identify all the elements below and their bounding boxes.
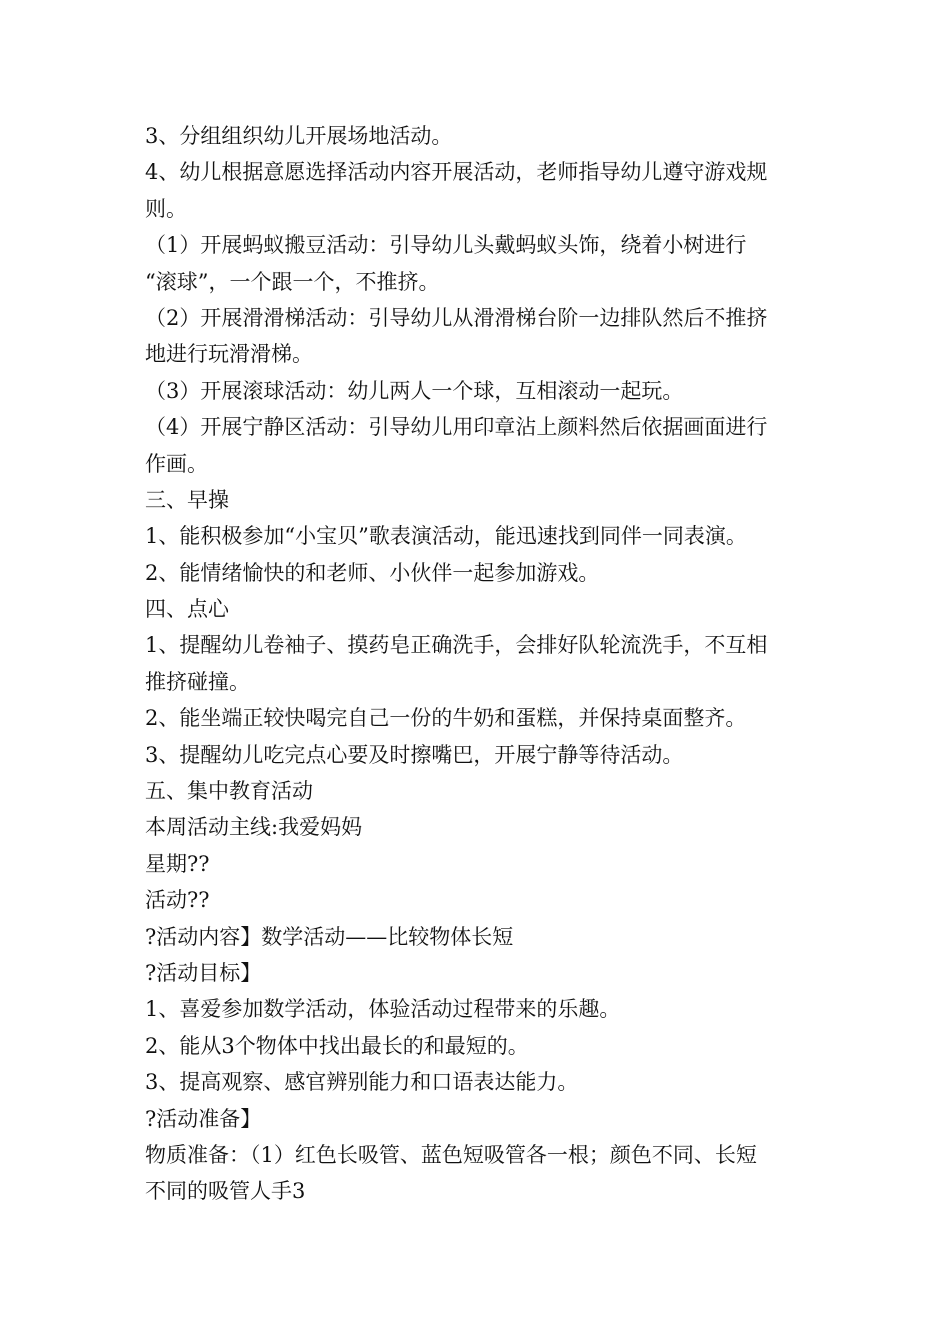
- text-line: 推挤碰撞。: [145, 669, 250, 694]
- section-heading: 五、集中教育活动: [145, 779, 313, 804]
- text-line: （4）开展宁静区活动：引导幼儿用印章沾上颜料然后依据画面进行: [145, 415, 768, 440]
- text-line: 作画。: [145, 451, 208, 476]
- text-line: 2、能情绪愉快的和老师、小伙伴一起参加游戏。: [145, 560, 600, 585]
- text-line: 2、能坐端正较快喝完自己一份的牛奶和蛋糕，并保持桌面整齐。: [145, 706, 747, 731]
- text-line: 1、提醒幼儿卷袖子、摸药皂正确洗手，会排好队轮流洗手，不互相: [145, 633, 768, 658]
- text-line: ?活动目标】: [145, 960, 262, 985]
- text-line: （1）开展蚂蚁搬豆活动：引导幼儿头戴蚂蚁头饰，绕着小树进行: [145, 233, 747, 258]
- text-line: “滚球”，一个跟一个，不推挤。: [145, 269, 440, 294]
- text-line: （3）开展滚球活动：幼儿两人一个球，互相滚动一起玩。: [145, 378, 684, 403]
- text-line: 星期??: [145, 851, 210, 876]
- text-line: 本周活动主线:我爱妈妈: [145, 815, 363, 840]
- text-line: 物质准备：（1）红色长吸管、蓝色短吸管各一根；颜色不同、长短: [145, 1142, 757, 1167]
- text-line: 4、幼儿根据意愿选择活动内容开展活动，老师指导幼儿遵守游戏规: [145, 160, 768, 185]
- text-line: 3、提高观察、感官辨别能力和口语表达能力。: [145, 1070, 579, 1095]
- text-line: 不同的吸管人手3: [145, 1179, 306, 1204]
- text-line: 则。: [145, 196, 187, 221]
- document-body: [145, 118, 810, 1210]
- section-heading: 四、点心: [145, 597, 229, 622]
- text-line: ?活动准备】: [145, 1106, 262, 1131]
- section-heading: 三、早操: [145, 487, 229, 512]
- text-line: 活动??: [145, 888, 210, 913]
- text-line: 2、能从3个物体中找出最长的和最短的。: [145, 1033, 529, 1058]
- text-line: 1、能积极参加“小宝贝”歌表演活动，能迅速找到同伴一同表演。: [145, 524, 747, 549]
- text-line: （2）开展滑滑梯活动：引导幼儿从滑滑梯台阶一边排队然后不推挤: [145, 305, 768, 330]
- text-line: 3、分组组织幼儿开展场地活动。: [145, 124, 453, 148]
- text-line: 3、提醒幼儿吃完点心要及时擦嘴巴，开展宁静等待活动。: [145, 742, 684, 767]
- text-line: 1、喜爱参加数学活动，体验活动过程带来的乐趣。: [145, 997, 621, 1022]
- text-line: 地进行玩滑滑梯。: [145, 342, 313, 367]
- text-line: ?活动内容】数学活动——比较物体长短: [145, 924, 514, 949]
